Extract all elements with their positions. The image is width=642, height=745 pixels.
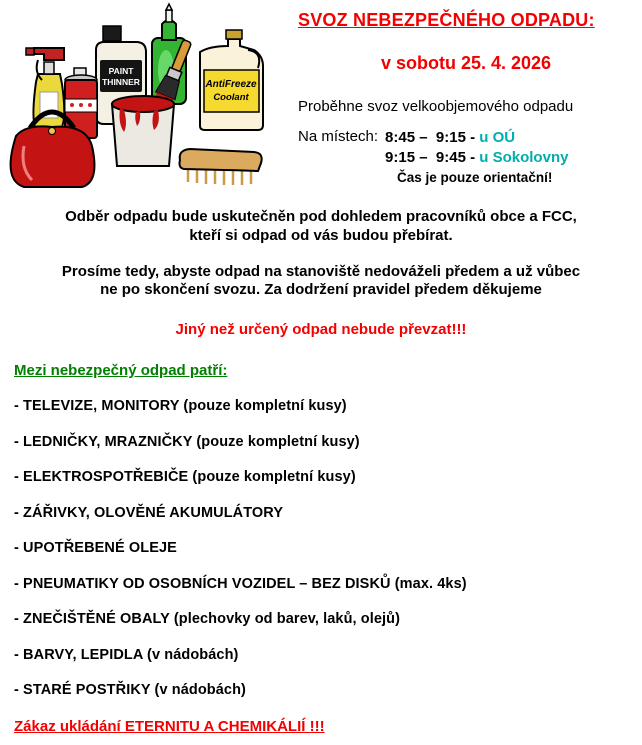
list-item: - UPOTŘEBENÉ OLEJE: [14, 540, 177, 556]
paint-can-icon: [112, 96, 174, 166]
places-label: Na místech:: [298, 128, 379, 145]
schedule-time: 9:15 – 9:45 -: [385, 149, 476, 167]
collection-subtitle: Proběhne svoz velkoobjemového odpadu: [298, 98, 574, 115]
ban-notice: Zákaz ukládání ETERNITU A CHEMIKÁLIÍ !!!: [14, 717, 325, 735]
info-paragraph-1: [0, 208, 642, 246]
waste-list-heading: Mezi nebezpečný odpad patří:: [14, 362, 228, 379]
antifreeze-jug-icon: [200, 30, 263, 130]
warning-text: Jiný než určený odpad nebude převzat!!!: [175, 321, 467, 338]
list-item: - TELEVIZE, MONITORY (pouze kompletní kusy): [14, 398, 347, 414]
hazardous-waste-list: [14, 398, 642, 698]
schedule-place: u OÚ: [479, 129, 516, 146]
paragraph-line: Prosíme tedy, abyste odpad na stanoviště nedováželi předem a už vůbec: [61, 262, 581, 280]
list-item: - ZÁŘIVKY, OLOVĚNÉ AKUMULÁTORY: [14, 504, 284, 521]
collection-schedule: [298, 128, 634, 185]
page-title: SVOZ NEBEZPEČNÉHO ODPADU:: [298, 10, 595, 30]
list-item: - ELEKTROSPOTŘEBIČE (pouze kompletní kusy): [14, 469, 356, 485]
list-item: - PNEUMATIKY OD OSOBNÍCH VOZIDEL – BEZ DISKŮ (max. 4ks): [14, 575, 467, 592]
spray-bottle-icon: [26, 48, 64, 132]
schedule-row: [385, 148, 568, 168]
antifreeze-label: AntiFreeze: [205, 79, 257, 90]
schedule-place: u Sokolovny: [479, 149, 569, 167]
list-item: - BARVY, LEPIDLA (v nádobách): [14, 646, 239, 663]
collection-date: v sobotu 25. 4. 2026: [380, 53, 552, 73]
paragraph-line: ne po skončení svozu. Za dodržení pravidel předem děkujeme: [100, 281, 542, 299]
flyer-header-section: [0, 0, 642, 200]
info-paragraph-2: [0, 263, 642, 301]
hazardous-waste-illustration: [0, 0, 292, 200]
list-item: - LEDNIČKY, MRAZNIČKY (pouze kompletní kusy): [14, 433, 360, 450]
scrub-brush-icon: [180, 149, 262, 185]
paint-thinner-label: PAINT: [108, 66, 134, 76]
paragraph-line: kteří si odpad od vás budou přebírat.: [189, 226, 453, 244]
list-item: - ZNEČIŠTĚNÉ OBALY (plechovky od barev, laků, olejů): [14, 611, 401, 627]
announcement-header: [292, 0, 642, 200]
schedule-time: 8:45 – 9:15 -: [385, 129, 476, 146]
list-item: - STARÉ POSTŘIKY (v nádobách): [14, 682, 246, 698]
schedule-note: Čas je pouze orientační!: [397, 169, 553, 185]
schedule-times: [385, 128, 568, 185]
antifreeze-label: Coolant: [213, 92, 249, 103]
paint-thinner-label: THINNER: [102, 77, 140, 87]
paragraph-line: Odběr odpadu bude uskutečněn pod dohledem pracovníků obce a FCC,: [65, 208, 577, 225]
schedule-row: [385, 128, 568, 148]
